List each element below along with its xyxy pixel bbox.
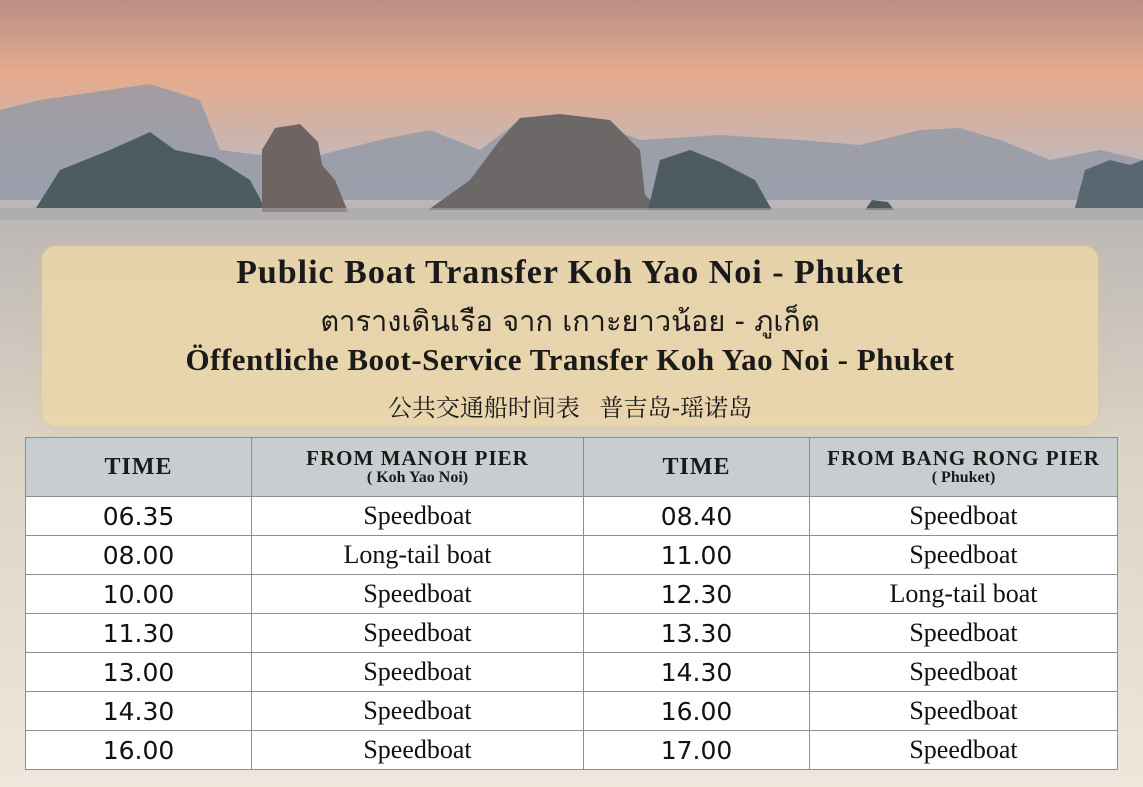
header-from-manoh-label: FROM MANOH PIER: [306, 446, 529, 470]
boat-type-bang-rong: Speedboat: [810, 614, 1118, 653]
boat-type-manoh: Speedboat: [252, 614, 584, 653]
title-panel: [42, 246, 1098, 426]
departure-time-manoh: 10.00: [26, 575, 252, 614]
departure-time-bang-rong: 11.00: [584, 536, 810, 575]
departure-time-manoh: 16.00: [26, 731, 252, 770]
schedule-table: [25, 437, 1118, 770]
table-row: [26, 731, 1118, 770]
boat-type-manoh: Speedboat: [252, 653, 584, 692]
boat-type-manoh: Long-tail boat: [252, 536, 584, 575]
table-header-row: [26, 438, 1118, 497]
table-row: [26, 536, 1118, 575]
boat-type-manoh: Speedboat: [252, 497, 584, 536]
table-row: [26, 653, 1118, 692]
header-time-2: [584, 438, 810, 497]
header-from-manoh: [252, 438, 584, 497]
header-from-bang-rong: [810, 438, 1118, 497]
boat-type-bang-rong: Speedboat: [810, 731, 1118, 770]
departure-time-bang-rong: 12.30: [584, 575, 810, 614]
departure-time-manoh: 06.35: [26, 497, 252, 536]
departure-time-manoh: 14.30: [26, 692, 252, 731]
table-row: [26, 692, 1118, 731]
title-thai: ตารางเดินเรือ จาก เกาะยาวน้อย - ภูเก็ต: [320, 304, 820, 338]
boat-type-manoh: Speedboat: [252, 692, 584, 731]
departure-time-manoh: 11.30: [26, 614, 252, 653]
departure-time-manoh: 08.00: [26, 536, 252, 575]
boat-type-manoh: Speedboat: [252, 731, 584, 770]
table-row: [26, 614, 1118, 653]
departure-time-manoh: 13.00: [26, 653, 252, 692]
header-time-1: [26, 438, 252, 497]
boat-type-bang-rong: Long-tail boat: [810, 575, 1118, 614]
boat-type-bang-rong: Speedboat: [810, 692, 1118, 731]
header-from-manoh-sub: ( Koh Yao Noi): [366, 469, 469, 486]
boat-type-manoh: Speedboat: [252, 575, 584, 614]
departure-time-bang-rong: 17.00: [584, 731, 810, 770]
boat-type-bang-rong: Speedboat: [810, 497, 1118, 536]
departure-time-bang-rong: 13.30: [584, 614, 810, 653]
header-time-1-label: TIME: [104, 453, 173, 480]
boat-type-bang-rong: Speedboat: [810, 653, 1118, 692]
table-row: [26, 497, 1118, 536]
title-german: Öffentliche Boot-Service Transfer Koh Yao Noi - Phuket: [185, 342, 955, 377]
departure-time-bang-rong: 08.40: [584, 497, 810, 536]
header-time-2-label: TIME: [662, 453, 731, 480]
departure-time-bang-rong: 16.00: [584, 692, 810, 731]
boat-type-bang-rong: Speedboat: [810, 536, 1118, 575]
title-chinese: 公共交通船时间表 普吉岛-瑶诺岛: [387, 394, 753, 422]
departure-time-bang-rong: 14.30: [584, 653, 810, 692]
table-row: [26, 575, 1118, 614]
header-from-bang-rong-sub: ( Phuket): [931, 469, 996, 486]
title-english: Public Boat Transfer Koh Yao Noi - Phuket: [236, 254, 904, 291]
header-from-bang-rong-label: FROM BANG RONG PIER: [827, 446, 1100, 470]
